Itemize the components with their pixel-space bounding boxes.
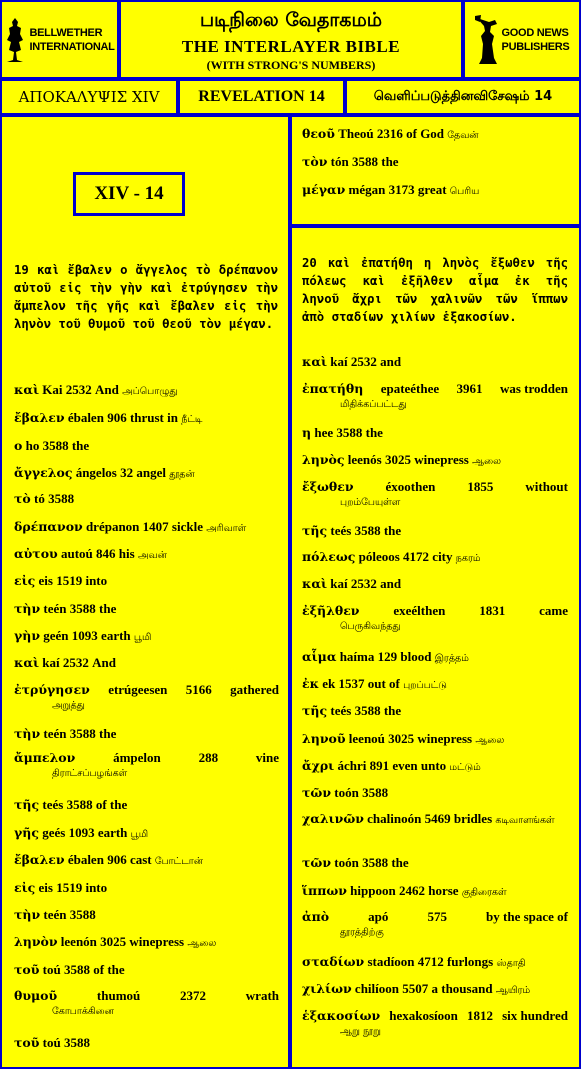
english-gloss: of God <box>406 126 445 141</box>
greek-word: ἔβαλεν <box>14 852 65 867</box>
word-row <box>302 854 409 871</box>
strong-number: 1537 <box>338 676 365 691</box>
english-gloss: great <box>417 182 447 197</box>
strong-number: 3025 <box>100 934 127 949</box>
english-gloss: And <box>92 655 116 670</box>
english-gloss: winepress <box>414 452 469 467</box>
tamil-gloss: திராட்சப்பழங்கள் <box>52 768 128 779</box>
word-row <box>302 181 479 200</box>
word-row <box>14 796 127 813</box>
greek-word: τὴν <box>14 601 41 616</box>
english-gloss: city <box>432 549 453 564</box>
transliteration: póleoos <box>358 549 400 564</box>
transliteration: eis <box>38 573 53 588</box>
word-row <box>14 409 202 428</box>
english-gloss: cast <box>129 852 152 867</box>
strong-number: 3588 <box>63 962 90 977</box>
strong-number: 906 <box>107 410 127 425</box>
word-row <box>14 824 148 843</box>
strong-number: 2532 <box>65 382 92 397</box>
transliteration: éxoothen <box>385 479 436 494</box>
english-gloss: earth <box>101 628 131 643</box>
greek-word: ἐξῆλθεν <box>302 603 360 618</box>
tamil-gloss: அப்பொழுது <box>122 386 178 397</box>
transliteration: leenón <box>60 934 97 949</box>
greek-word: ἄχρι <box>302 758 335 773</box>
left-logo <box>2 2 117 77</box>
strong-number: 2532 <box>350 354 377 369</box>
tamil-gloss: அவன் <box>137 550 167 561</box>
english-gloss: into <box>85 573 108 588</box>
strong-number: 3588 <box>354 523 381 538</box>
english-gloss: the <box>99 726 117 741</box>
word-row <box>14 987 279 1017</box>
chapter-label: XIV - 14 <box>73 172 185 216</box>
tamil-gloss: ஆலை <box>475 735 505 746</box>
word-row <box>302 380 568 410</box>
english-gloss: winepress <box>417 731 473 746</box>
transliteration: hexakosíoon <box>389 1008 458 1023</box>
reference-tamil <box>347 81 579 113</box>
word-row <box>302 757 481 776</box>
english-gloss: his <box>118 546 135 561</box>
english-gloss: even unto <box>392 758 447 773</box>
greek-word: ληνὸν <box>14 934 58 949</box>
left-column <box>2 117 288 1067</box>
strong-number: 1093 <box>71 628 98 643</box>
strong-number: 3588 <box>354 703 381 718</box>
greek-word: θυμοῦ <box>14 988 58 1003</box>
transliteration: mégan <box>348 182 386 197</box>
tamil-gloss: ஆலை <box>187 938 217 949</box>
greek-word: τῶν <box>302 855 331 870</box>
greek-word: γὴν <box>14 628 41 643</box>
tamil-gloss: பெருகிவந்தது <box>340 621 401 632</box>
english-gloss: bridles <box>453 811 493 826</box>
greek-word: αὐτου <box>14 546 58 561</box>
greek-word: ληνοῦ <box>302 731 346 746</box>
strong-number: 3025 <box>384 452 411 467</box>
word-row <box>14 572 107 589</box>
strong-number: 3588 <box>336 425 363 440</box>
strong-number: 3588 <box>362 785 389 800</box>
greek-word: ἐπατήθη <box>302 381 364 396</box>
transliteration: ángelos <box>75 465 117 480</box>
strong-number: 2462 <box>398 883 425 898</box>
greek-word: ἐκ <box>302 676 319 691</box>
english-gloss: blood <box>400 649 432 664</box>
word-row <box>302 451 501 470</box>
english-gloss: angel <box>136 465 166 480</box>
reference-tamil-text: வெளிப்படுத்தினவிசேஷம் 14 <box>373 89 553 104</box>
english-gloss: vine <box>255 750 279 765</box>
strong-number: 1812 <box>467 1008 493 1023</box>
word-row <box>302 522 401 539</box>
word-row <box>14 906 96 923</box>
word-row <box>14 627 151 646</box>
word-row <box>302 784 388 801</box>
word-row <box>14 851 203 870</box>
transliteration: ébalen <box>67 410 104 425</box>
strong-number: 2532 <box>350 576 377 591</box>
english-gloss: the <box>391 855 409 870</box>
transliteration: leenoú <box>348 731 385 746</box>
english-gloss: of the <box>93 962 125 977</box>
greek-word: ἑξακοσίων <box>302 1008 381 1023</box>
tamil-gloss: ஆயிரம் <box>495 985 531 996</box>
tamil-gloss: அரிவாள் <box>206 523 247 534</box>
strong-number: 3588 <box>351 154 378 169</box>
strong-number: 3588 <box>42 438 69 453</box>
reference-english-text: REVELATION 14 <box>198 88 325 105</box>
reference-english <box>180 81 343 113</box>
transliteration: kaí <box>330 576 348 591</box>
word-row <box>302 424 383 441</box>
strong-number: 1831 <box>479 603 506 618</box>
title-block <box>121 2 461 77</box>
greek-word: καὶ <box>14 382 40 397</box>
word-row <box>14 381 178 400</box>
transliteration: thumoú <box>96 988 141 1003</box>
word-row <box>14 518 246 537</box>
word-row <box>302 125 479 144</box>
transliteration: Kai <box>42 382 63 397</box>
english-gloss: furlongs <box>446 954 494 969</box>
transliteration: teén <box>43 907 67 922</box>
transliteration: chalinoón <box>367 811 422 826</box>
verse-20-text: 20 καὶ ἐπατήθη η ληνὸς ἔξωθεν τῆς πόλεως καὶ ἐξῆλθεν αἷμα ἐκ τῆς ληνοῦ ἄχρι τῶν χαλινῶν τῶν ἵππων ἀπὸ σταδίων χιλίων ἑξακοσίων. <box>302 256 568 324</box>
greek-word: πόλεως <box>302 549 356 564</box>
english-gloss: gathered <box>230 682 279 697</box>
english-gloss: a thousand <box>431 981 493 996</box>
strong-number: 1519 <box>56 880 83 895</box>
strong-number: 2532 <box>62 655 89 670</box>
english-gloss: out of <box>367 676 400 691</box>
transliteration: autoú <box>60 546 93 561</box>
tamil-gloss: புறப்பட்டு <box>403 680 447 691</box>
transliteration: chilíoon <box>354 981 399 996</box>
strong-number: 891 <box>369 758 390 773</box>
english-gloss: the <box>99 601 117 616</box>
greek-word: σταδίων <box>302 954 365 969</box>
greek-word: τῶν <box>302 785 331 800</box>
tamil-gloss: ஆலை <box>472 456 501 467</box>
strong-number: 4172 <box>403 549 430 564</box>
word-row <box>302 730 504 749</box>
english-gloss: the <box>71 438 90 453</box>
right-main-column <box>292 228 579 1067</box>
tamil-gloss: மட்டும் <box>449 762 481 773</box>
english-gloss: came <box>539 603 568 618</box>
strong-number: 288 <box>198 750 219 765</box>
greek-word: θεοῦ <box>302 126 335 141</box>
transliteration: toú <box>42 1035 61 1050</box>
word-row <box>302 153 399 170</box>
tamil-gloss: போட்டான் <box>154 856 203 867</box>
transliteration: exeélthen <box>393 603 446 618</box>
left-logo-line1: BELLWETHER <box>29 26 103 39</box>
greek-word: η <box>302 425 312 440</box>
word-row <box>302 953 526 972</box>
transliteration: ámpelon <box>113 750 161 765</box>
strong-number: 3588 <box>69 726 96 741</box>
greek-word: δρέπανον <box>14 519 83 534</box>
english-gloss: without <box>525 479 568 494</box>
tamil-gloss: இரத்தம் <box>434 653 469 664</box>
tamil-gloss: தூதன் <box>169 469 195 480</box>
greek-word: χαλινῶν <box>302 811 364 826</box>
tamil-gloss: அறுத்து <box>52 700 85 711</box>
word-row <box>14 654 116 671</box>
strong-number: 3588 <box>362 855 389 870</box>
greek-word: καὶ <box>14 655 40 670</box>
strong-number: 1407 <box>142 519 169 534</box>
english-gloss: the <box>365 425 383 440</box>
strong-number: 3588 <box>66 797 93 812</box>
tamil-gloss: நகரம் <box>455 553 481 564</box>
tamil-gloss: பூமி <box>130 829 149 840</box>
word-row <box>302 602 568 632</box>
transliteration: stadíoon <box>367 954 415 969</box>
transliteration: tó <box>34 491 45 506</box>
transliteration: toón <box>334 855 359 870</box>
strong-number: 3588 <box>69 601 96 616</box>
english-gloss: and <box>380 354 402 369</box>
strong-number: 1093 <box>68 825 95 840</box>
strong-number: 5507 <box>402 981 429 996</box>
strong-number: 575 <box>427 909 447 924</box>
tamil-gloss: பூமி <box>133 632 152 643</box>
word-row <box>302 353 401 370</box>
strong-number: 3588 <box>48 491 75 506</box>
english-gloss: sickle <box>171 519 203 534</box>
word-row <box>302 908 568 938</box>
word-row <box>302 548 481 567</box>
word-row <box>14 490 74 507</box>
word-row <box>302 675 447 694</box>
tamil-gloss: புறம்பேயுள்ள <box>340 497 401 508</box>
greek-word: γῆς <box>14 825 39 840</box>
transliteration: geés <box>42 825 66 840</box>
english-gloss: the <box>381 154 399 169</box>
tamil-gloss: பெரிய <box>449 186 480 197</box>
word-row <box>14 749 279 779</box>
greek-word: χιλίων <box>302 981 352 996</box>
tamil-gloss: குதிரைகள் <box>461 887 507 898</box>
transliteration: teés <box>330 523 352 538</box>
word-row <box>302 478 568 508</box>
title-subtitle: (WITH STRONG'S NUMBERS) <box>206 58 376 72</box>
english-gloss: And <box>95 382 119 397</box>
strong-number: 5166 <box>185 682 212 697</box>
transliteration: hippoon <box>350 883 396 898</box>
english-gloss: into <box>85 880 108 895</box>
greek-word: ἄμπελον <box>14 750 76 765</box>
transliteration: ébalen <box>67 852 104 867</box>
greek-word: ἀπὸ <box>302 909 330 924</box>
transliteration: kaí <box>42 655 60 670</box>
tamil-gloss: மிதிக்கப்பட்டது <box>340 399 407 410</box>
strong-number: 32 <box>120 465 134 480</box>
transliteration: teén <box>43 726 67 741</box>
bellwether-sheep-icon <box>4 16 26 64</box>
reference-greek-text: ΑΠΟΚΑΛΥΨΙΣ XIV <box>18 88 160 106</box>
strong-number: 3588 <box>69 907 96 922</box>
transliteration: toón <box>334 785 359 800</box>
greek-word: τῆς <box>302 523 328 538</box>
word-row <box>14 1034 90 1051</box>
transliteration: geén <box>43 628 69 643</box>
english-gloss: the <box>383 703 402 718</box>
transliteration: teés <box>42 797 64 812</box>
strong-number: 3173 <box>388 182 415 197</box>
transliteration: drépanon <box>85 519 140 534</box>
word-row <box>14 545 167 564</box>
reference-greek <box>2 81 176 113</box>
strong-number: 3588 <box>63 1035 90 1050</box>
tamil-gloss: கடிவாளங்கள் <box>495 815 555 826</box>
tamil-gloss: ஆறு நூறு <box>340 1026 381 1037</box>
good-news-herald-icon <box>475 14 499 66</box>
greek-word: ἔβαλεν <box>14 410 65 425</box>
transliteration: etrúgeesen <box>108 682 168 697</box>
greek-word: τοῦ <box>14 962 40 977</box>
greek-word: εἰς <box>14 573 36 588</box>
right-logo <box>465 2 579 77</box>
transliteration: áchri <box>337 758 367 773</box>
strong-number: 5469 <box>424 811 451 826</box>
greek-word: τὴν <box>14 726 41 741</box>
english-gloss: of the <box>95 797 128 812</box>
word-row <box>302 882 507 901</box>
word-row <box>14 961 125 978</box>
english-gloss: winepress <box>129 934 185 949</box>
transliteration: eis <box>38 880 53 895</box>
word-row <box>14 933 216 952</box>
transliteration: apó <box>368 909 389 924</box>
english-gloss: horse <box>428 883 459 898</box>
greek-word: τοῦ <box>14 1035 40 1050</box>
tamil-gloss: ஸ்தாதி <box>496 958 526 969</box>
english-gloss: the <box>383 523 402 538</box>
strong-number: 1855 <box>467 479 494 494</box>
greek-word: ο <box>14 438 23 453</box>
transliteration: kaí <box>330 354 348 369</box>
english-gloss: six hundred <box>502 1008 568 1023</box>
strong-number: 129 <box>377 649 398 664</box>
greek-word: καὶ <box>302 576 328 591</box>
english-gloss: and <box>380 576 402 591</box>
english-gloss: was trodden <box>499 381 568 396</box>
right-top-column <box>292 117 579 224</box>
verse-19-text: 19 καὶ ἔβαλεν ο ἄγγελος τὸ δρέπανον αὐτοῦ εἰς τὴν γὴν καὶ ἐτρύγησεν τὴν ἄμπελον τῆς γῆς καὶ ἔβαλεν εἰς τὴν ληνὸν τοῦ θυμοῦ τοῦ θεοῦ τὸν μέγαν. <box>14 263 278 331</box>
tamil-gloss: கோபாக்கினை <box>52 1006 114 1017</box>
left-logo-line2: INTERNATIONAL <box>29 40 115 53</box>
greek-word: εἰς <box>14 880 36 895</box>
word-row <box>302 702 401 719</box>
word-row <box>14 464 195 483</box>
strong-number: 906 <box>107 852 127 867</box>
greek-word: τὸ <box>14 491 31 506</box>
greek-word: ληνὸς <box>302 452 345 467</box>
word-row <box>14 437 89 454</box>
english-gloss: earth <box>97 825 128 840</box>
greek-word: τῆς <box>14 797 40 812</box>
greek-word: τὸν <box>302 154 328 169</box>
word-row <box>14 879 107 896</box>
word-row <box>302 648 469 667</box>
transliteration: teés <box>330 703 352 718</box>
strong-number: 4712 <box>417 954 444 969</box>
greek-word: μέγαν <box>302 182 346 197</box>
strong-number: 1519 <box>56 573 83 588</box>
word-row <box>302 575 401 592</box>
transliteration: ho <box>25 438 40 453</box>
greek-word: τὴν <box>14 907 41 922</box>
greek-word: τῆς <box>302 703 328 718</box>
strong-number: 2372 <box>180 988 207 1003</box>
strong-number: 3025 <box>388 731 415 746</box>
english-gloss: thrust in <box>129 410 178 425</box>
greek-word: ἵππων <box>302 883 347 898</box>
right-logo-line1: GOOD NEWS <box>501 26 569 39</box>
tamil-gloss: நீட்டி <box>181 414 203 425</box>
transliteration: leenós <box>347 452 382 467</box>
transliteration: haíma <box>339 649 375 664</box>
greek-word: αἷμα <box>302 649 337 664</box>
word-row <box>302 810 555 829</box>
greek-word: καὶ <box>302 354 328 369</box>
strong-number: 846 <box>96 546 116 561</box>
word-row <box>302 1007 568 1037</box>
transliteration: teén <box>43 601 67 616</box>
strong-number: 2316 <box>376 126 403 141</box>
transliteration: hee <box>314 425 334 440</box>
word-row <box>14 681 279 711</box>
right-logo-line2: PUBLISHERS <box>501 40 570 53</box>
transliteration: toú <box>42 962 61 977</box>
greek-word: ἄγγελος <box>14 465 73 480</box>
transliteration: Theoú <box>338 126 374 141</box>
word-row <box>302 980 530 999</box>
greek-word: ἐτρύγησεν <box>14 682 90 697</box>
transliteration: tón <box>330 154 349 169</box>
title-english: THE INTERLAYER BIBLE <box>181 37 401 56</box>
greek-word: ἔξωθεν <box>302 479 354 494</box>
english-gloss: wrath <box>245 988 279 1003</box>
word-row <box>14 725 116 742</box>
tamil-gloss: தேவன் <box>447 130 479 141</box>
english-gloss: by the space of <box>486 909 568 924</box>
tamil-gloss: தூரத்திற்கு <box>340 927 384 938</box>
transliteration: ek <box>322 676 336 691</box>
title-tamil: படிநிலை வேதாகமம் <box>199 9 383 31</box>
word-row <box>14 600 116 617</box>
transliteration: epateéthee <box>380 381 440 396</box>
strong-number: 3961 <box>456 381 483 396</box>
